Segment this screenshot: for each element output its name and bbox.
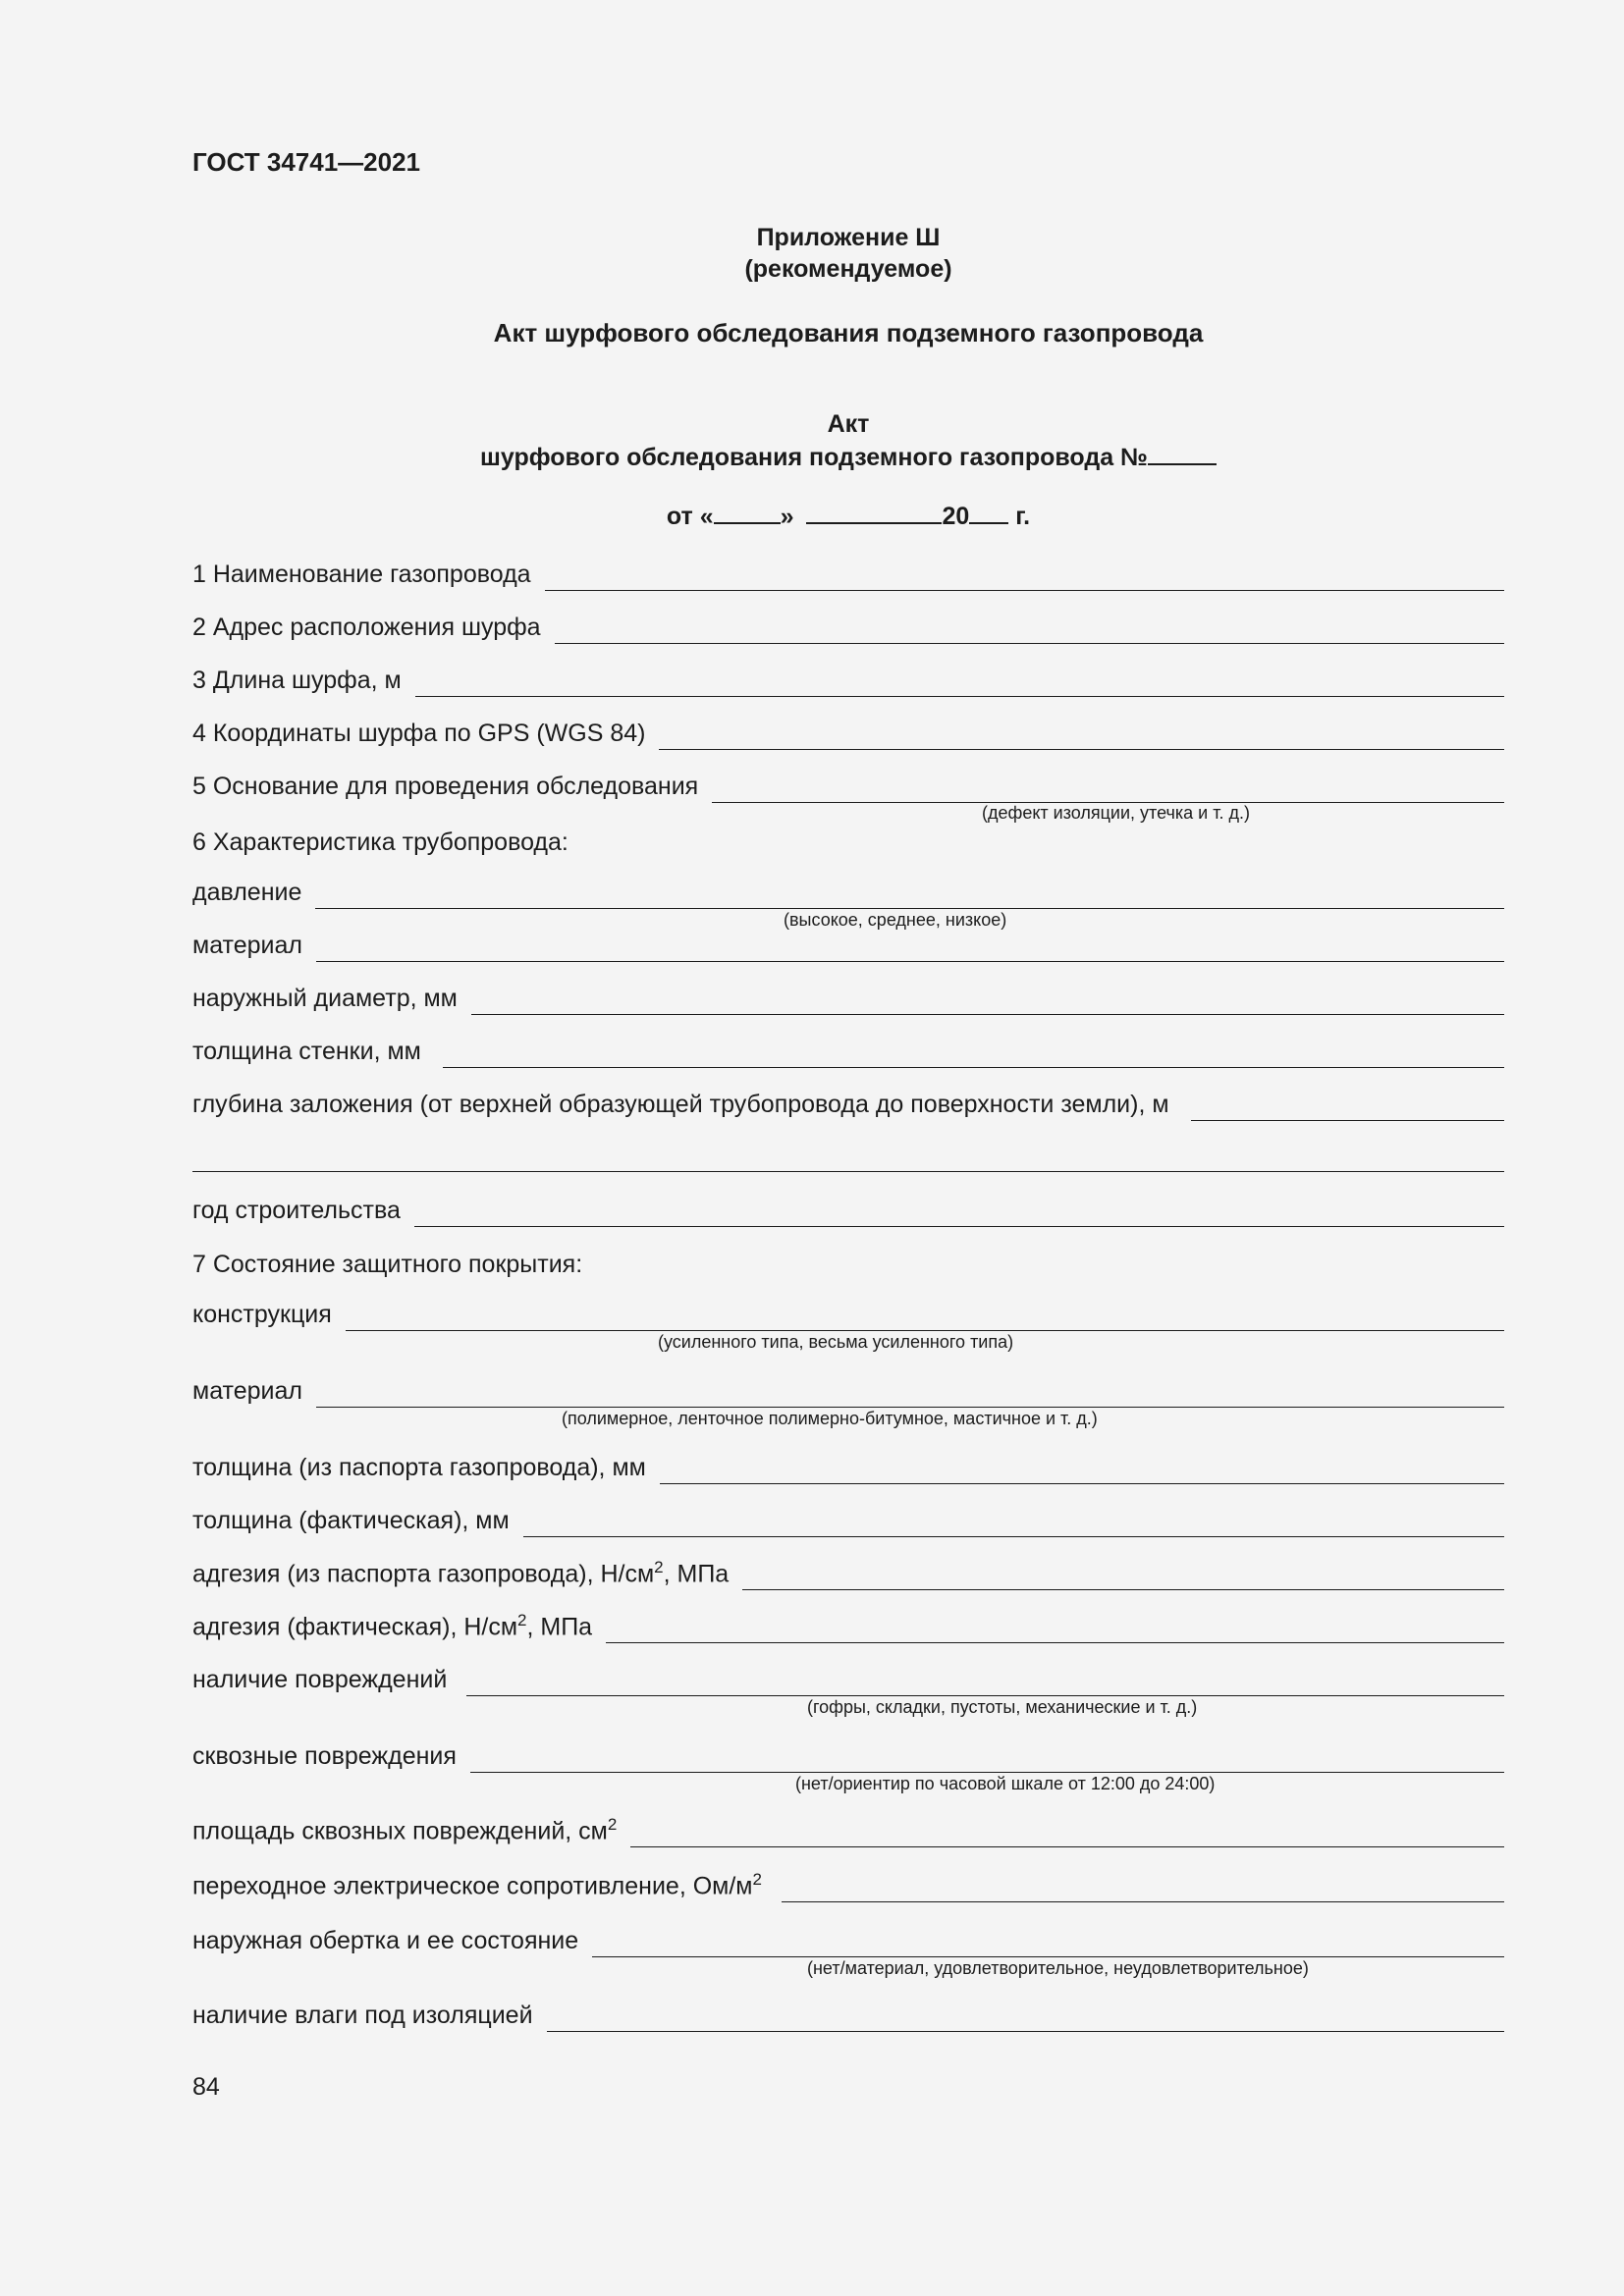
fill-line[interactable]: [471, 985, 1504, 1015]
fill-line[interactable]: [606, 1613, 1504, 1643]
field-inspection-basis: [192, 764, 1504, 803]
field-pipeline-name: [192, 552, 1504, 591]
field-label: толщина (из паспорта газопровода), мм: [192, 1454, 646, 1481]
hint-outer-wrap: (нет/материал, удовлетворительное, неудовлетворительное): [807, 1958, 1309, 1978]
date-year-blank[interactable]: [969, 501, 1008, 524]
field-pressure: [192, 870, 1504, 909]
field-label: конструкция: [192, 1301, 332, 1328]
fill-line[interactable]: [630, 1817, 1504, 1847]
fill-line[interactable]: [414, 1197, 1504, 1227]
field-label: материал: [192, 932, 302, 959]
field-build-year: [192, 1188, 1504, 1227]
fill-line[interactable]: [443, 1038, 1504, 1068]
date-year-prefix: 20: [942, 503, 970, 530]
fill-line[interactable]: [316, 1377, 1504, 1408]
label-text: адгезия (фактическая), Н/см: [192, 1613, 518, 1640]
date-close-quote: »: [780, 503, 794, 530]
field-label: 2 Адрес расположения шурфа: [192, 614, 541, 641]
field-through-damage: [192, 1734, 1504, 1773]
field-coating-construction: [192, 1292, 1504, 1331]
field-label: [192, 1815, 617, 1847]
page-number: 84: [192, 2073, 220, 2101]
section-7-heading: 7 Состояние защитного покрытия:: [192, 1251, 583, 1278]
superscript: 2: [517, 1610, 527, 1629]
appendix-name: Акт шурфового обследования подземного газопровода: [493, 318, 1204, 347]
fill-line[interactable]: [346, 1301, 1504, 1331]
fill-line[interactable]: [547, 2002, 1504, 2032]
act-subtitle-text: шурфового обследования подземного газопровода №: [480, 444, 1148, 471]
date-day-blank[interactable]: [714, 501, 781, 524]
fill-line[interactable]: [742, 1560, 1504, 1590]
fill-line[interactable]: [592, 1927, 1504, 1957]
field-label: [192, 1611, 592, 1643]
hint-damage: (гофры, складки, пустоты, механические и т. д.): [807, 1697, 1198, 1717]
field-pit-address: [192, 605, 1504, 644]
label-unit: , МПа: [663, 1560, 730, 1587]
field-pipe-material: [192, 923, 1504, 962]
field-label: сквозные повреждения: [192, 1742, 457, 1770]
hint-pressure: (высокое, среднее, низкое): [784, 910, 1007, 930]
act-title: Акт: [827, 410, 870, 438]
field-label: год строительства: [192, 1197, 401, 1224]
fill-line[interactable]: [415, 667, 1504, 697]
superscript: 2: [654, 1557, 664, 1576]
fill-line[interactable]: [712, 773, 1504, 803]
date-open-quote: от «: [666, 503, 714, 530]
fill-line[interactable]: [523, 1507, 1504, 1537]
fill-line[interactable]: [316, 932, 1504, 962]
field-label: наличие повреждений: [192, 1666, 448, 1693]
fill-line[interactable]: [466, 1666, 1504, 1696]
section-6-heading: 6 Характеристика трубопровода:: [192, 828, 568, 856]
standard-number: ГОСТ 34741—2021: [192, 147, 420, 177]
field-label: наружная обертка и ее состояние: [192, 1927, 579, 1954]
appendix-status: (рекомендуемое): [744, 255, 952, 283]
superscript: 2: [752, 1869, 762, 1889]
hint-inspection-basis: (дефект изоляции, утечка и т. д.): [982, 803, 1250, 823]
field-adhesion-actual: [192, 1604, 1504, 1643]
fill-line[interactable]: [555, 614, 1504, 644]
field-label: 1 Наименование газопровода: [192, 561, 531, 588]
label-text: адгезия (из паспорта газопровода), Н/см: [192, 1560, 655, 1587]
field-label: [192, 1870, 762, 1902]
fill-line[interactable]: [659, 720, 1504, 750]
field-pit-length: [192, 658, 1504, 697]
fill-line[interactable]: [315, 879, 1504, 909]
field-thickness-passport: [192, 1445, 1504, 1484]
field-label: 3 Длина шурфа, м: [192, 667, 402, 694]
field-wall-thickness: [192, 1029, 1504, 1068]
label-unit: , МПа: [526, 1613, 593, 1640]
field-label: наличие влаги под изоляцией: [192, 2002, 533, 2029]
fill-line[interactable]: [782, 1872, 1504, 1902]
field-label: 4 Координаты шурфа по GPS (WGS 84): [192, 720, 646, 747]
act-subtitle: [192, 442, 1504, 472]
appendix-title: Приложение Ш: [756, 224, 941, 251]
fill-line[interactable]: [660, 1454, 1504, 1484]
fill-line[interactable]: [470, 1742, 1504, 1773]
fill-line-depth-continued[interactable]: [192, 1171, 1504, 1172]
field-label: глубина заложения (от верхней образующей трубопровода до поверхности земли), м: [192, 1091, 1169, 1118]
fill-line[interactable]: [1191, 1091, 1504, 1121]
field-thickness-actual: [192, 1498, 1504, 1537]
field-gps-coordinates: [192, 711, 1504, 750]
fill-line[interactable]: [545, 561, 1504, 591]
field-label: наружный диаметр, мм: [192, 985, 458, 1012]
field-label: [192, 1558, 729, 1590]
field-label: давление: [192, 879, 302, 906]
field-damage-presence: [192, 1657, 1504, 1696]
label-text: переходное электрическое сопротивление, Ом/м: [192, 1872, 753, 1899]
field-transition-resistance: [192, 1863, 1504, 1902]
field-label: материал: [192, 1377, 302, 1405]
hint-coating-material: (полимерное, ленточное полимерно-битумное, мастичное и т. д.): [562, 1409, 1098, 1428]
field-burial-depth: [192, 1082, 1504, 1121]
field-adhesion-passport: [192, 1551, 1504, 1590]
field-label: толщина (фактическая), мм: [192, 1507, 510, 1534]
superscript: 2: [607, 1814, 618, 1834]
date-month-blank[interactable]: [806, 501, 942, 524]
field-outer-diameter: [192, 976, 1504, 1015]
act-number-blank[interactable]: [1148, 442, 1217, 465]
field-outer-wrap: [192, 1918, 1504, 1957]
hint-through-damage: (нет/ориентир по часовой шкале от 12:00 до 24:00): [795, 1774, 1216, 1793]
act-date: [192, 501, 1504, 531]
date-suffix: г.: [1015, 503, 1031, 530]
field-label: 5 Основание для проведения обследования: [192, 773, 699, 800]
field-moisture: [192, 1993, 1504, 2032]
field-coating-material: [192, 1368, 1504, 1408]
hint-coating-construction: (усиленного типа, весьма усиленного типа): [658, 1332, 1014, 1352]
field-label: толщина стенки, мм: [192, 1038, 421, 1065]
field-through-damage-area: [192, 1808, 1504, 1847]
label-text: площадь сквозных повреждений, см: [192, 1817, 608, 1844]
